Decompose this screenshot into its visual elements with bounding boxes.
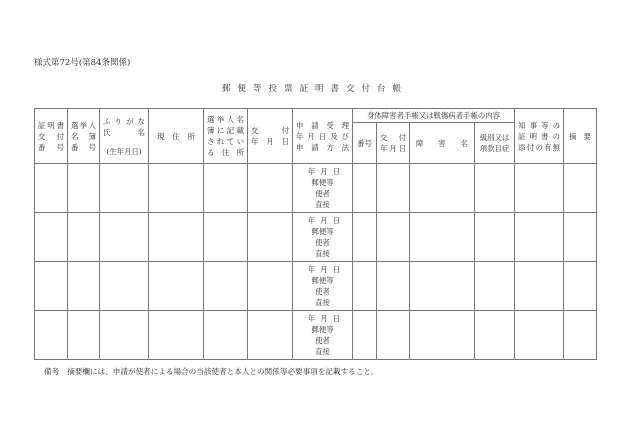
header-handbook-group: 身体障害者手帳又は戦傷病者手帳の内容: [353, 109, 515, 123]
cell[interactable]: [377, 262, 410, 311]
cell[interactable]: [475, 213, 515, 262]
header-hb-issue-date: 交 付 年月日: [377, 123, 410, 164]
cell[interactable]: [149, 262, 204, 311]
table-row: [35, 213, 597, 262]
cell[interactable]: [410, 262, 475, 311]
header-hb-number: 番号: [353, 123, 377, 164]
cell[interactable]: [353, 311, 377, 360]
cell[interactable]: [475, 262, 515, 311]
cell[interactable]: [100, 311, 149, 360]
form-number: 様式第72号(第84条関係): [34, 58, 131, 68]
cell[interactable]: [248, 262, 293, 311]
cell[interactable]: [564, 262, 597, 311]
footnote: [44, 366, 387, 377]
cell[interactable]: [100, 164, 149, 213]
cell[interactable]: [35, 311, 68, 360]
table-row: [35, 164, 597, 213]
cell[interactable]: [475, 164, 515, 213]
cell[interactable]: [100, 262, 149, 311]
cell[interactable]: [353, 262, 377, 311]
cell[interactable]: [564, 164, 597, 213]
cell[interactable]: [377, 164, 410, 213]
application-cell[interactable]: 年月日 郵便等 使者 直接: [293, 262, 353, 311]
cell[interactable]: [353, 164, 377, 213]
application-cell[interactable]: 年月日 郵便等 使者 直接: [293, 311, 353, 360]
cell[interactable]: [377, 213, 410, 262]
header-application: 申請受理 年月日及び 申請方法: [293, 109, 353, 164]
cell[interactable]: [204, 262, 248, 311]
cell[interactable]: [353, 213, 377, 262]
cell[interactable]: [515, 311, 564, 360]
header-name: ふりがな 氏名 (生年月日): [100, 109, 149, 164]
page-title: 郵便等投票証明書交付台帳: [221, 84, 408, 94]
header-grade: 級別又は 項款目症: [475, 123, 515, 164]
cell[interactable]: [35, 262, 68, 311]
cell[interactable]: [248, 311, 293, 360]
cell[interactable]: [149, 213, 204, 262]
cell[interactable]: [410, 164, 475, 213]
cell[interactable]: [149, 311, 204, 360]
application-cell[interactable]: 年月日 郵便等 使者 直接: [293, 213, 353, 262]
header-disability-name: 障害名: [410, 123, 475, 164]
cell[interactable]: [564, 213, 597, 262]
ledger-table: [34, 108, 597, 360]
header-remarks: 摘要: [564, 109, 597, 164]
cell[interactable]: [35, 213, 68, 262]
footnote-label: 備考: [44, 367, 60, 376]
cell[interactable]: [68, 164, 100, 213]
header-issue-date: 交 付 年月日: [248, 109, 293, 164]
cell[interactable]: [204, 164, 248, 213]
cell[interactable]: [149, 164, 204, 213]
cell[interactable]: [68, 213, 100, 262]
cell[interactable]: [68, 262, 100, 311]
cell[interactable]: [35, 164, 68, 213]
cell[interactable]: [515, 164, 564, 213]
header-governor-cert: 知事等の 証明書の 添付の有無: [515, 109, 564, 164]
header-registered-address: 選挙人名 簿に記載 されてい る住所: [204, 109, 248, 164]
cell[interactable]: [248, 164, 293, 213]
header-voter-no: 選挙人 名 簿 番 号: [68, 109, 100, 164]
cell[interactable]: [564, 311, 597, 360]
cell[interactable]: [515, 262, 564, 311]
cell[interactable]: [515, 213, 564, 262]
cell[interactable]: [68, 311, 100, 360]
cell[interactable]: [410, 311, 475, 360]
header-cert-no: 証明書 交 付 番 号: [35, 109, 68, 164]
cell[interactable]: [475, 311, 515, 360]
cell[interactable]: [204, 213, 248, 262]
cell[interactable]: [377, 311, 410, 360]
table-row: [35, 262, 597, 311]
application-cell[interactable]: 年月日 郵便等 使者 直接: [293, 164, 353, 213]
cell[interactable]: [100, 213, 149, 262]
cell[interactable]: [410, 213, 475, 262]
cell[interactable]: [204, 311, 248, 360]
header-address: 現住所: [149, 109, 204, 164]
footnote-text: 摘要欄には、申請が使者による場合の当該使者と本人との関係等必要事項を記載すること。: [67, 367, 379, 376]
cell[interactable]: [248, 213, 293, 262]
table-row: [35, 311, 597, 360]
